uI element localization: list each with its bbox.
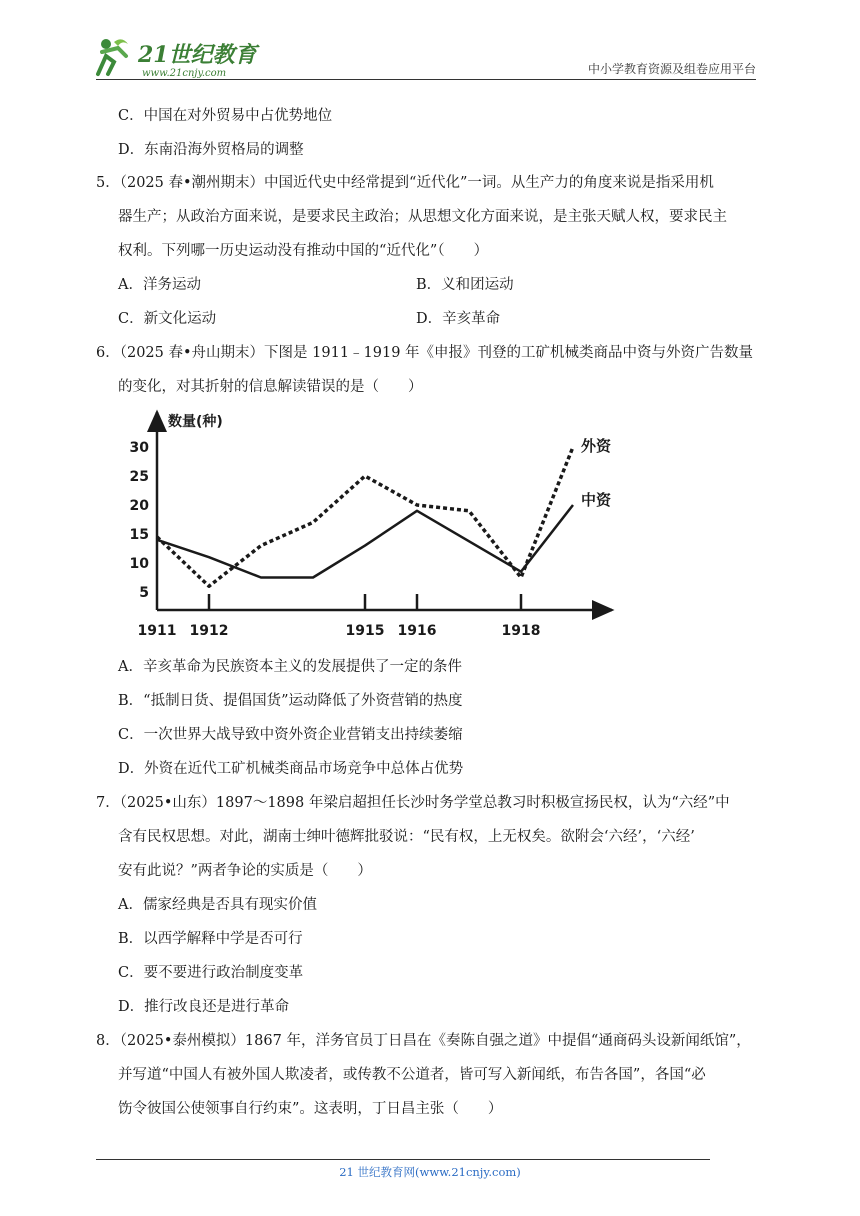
q8-stem-line3: 饬令彼国公使领事自行约束”。这表明，丁日昌主张（ ） bbox=[118, 1101, 503, 1117]
q6-stem-line1: 6．（2025 春•舟山期末）下图是 1911﹣1919 年《申报》刊登的工矿机械类商品中资与外资广告数量 bbox=[96, 345, 754, 361]
q6-option-d: D．外资在近代工矿机械类商品市场竞争中总体占优势 bbox=[118, 761, 464, 777]
logo-text: 21世纪教育 bbox=[138, 42, 257, 68]
q5-option-c: C．新文化运动 bbox=[118, 311, 217, 327]
q6-option-b: B．“抵制日货、提倡国货”运动降低了外资营销的热度 bbox=[118, 693, 463, 709]
footer-divider bbox=[96, 1159, 710, 1160]
series-label: 中资 bbox=[581, 491, 612, 509]
y-tick-label: 25 bbox=[129, 469, 149, 485]
q6-stem-line2: 的变化，对其折射的信息解读错误的是（ ） bbox=[118, 379, 423, 395]
q5-option-b: B．义和团运动 bbox=[416, 277, 514, 293]
footer-site-text: 21 世纪教育网(www.21cnjy.com) bbox=[339, 1165, 521, 1179]
x-tick-label: 1918 bbox=[501, 623, 541, 639]
logo-url: www.21cnjy.com bbox=[142, 68, 227, 79]
q7-stem-line1: 7．（2025•山东）1897～1898 年梁启超担任长沙时务学堂总教习时积极宣扬民权，认为“六经”中 bbox=[96, 795, 730, 811]
q5-stem-line2: 器生产；从政治方面来说，是要求民主政治；从思想文化方面来说，是主张天赋人权，要求民主 bbox=[118, 209, 727, 225]
x-tick-label: 1915 bbox=[345, 623, 385, 639]
y-tick-label: 10 bbox=[129, 556, 149, 572]
q7-option-a: A．儒家经典是否具有现实价值 bbox=[118, 897, 317, 913]
q7-stem-line2: 含有民权思想。对此，湖南士绅叶德辉批驳说：“民有权，上无权矣。欲附会‘六经’，‘六经’ bbox=[118, 829, 695, 845]
x-tick-label: 1916 bbox=[397, 623, 437, 639]
q7-option-d: D．推行改良还是进行革命 bbox=[118, 999, 290, 1015]
q8-stem-line2: 并写道“中国人有被外国人欺凌者，或传教不公道者，皆可写入新闻纸，布告各国”，各国“必 bbox=[118, 1067, 706, 1083]
y-tick-label: 15 bbox=[129, 527, 149, 543]
q7-option-b: B．以西学解释中学是否可行 bbox=[118, 931, 303, 947]
q5-option-a: A．洋务运动 bbox=[118, 277, 201, 293]
site-logo bbox=[92, 34, 262, 80]
q8-stem-line1: 8．（2025•泰州模拟）1867 年，洋务官员丁日昌在《奏陈自强之道》中提倡“通商码头设新闻纸馆”， bbox=[96, 1033, 751, 1049]
x-tick-label: 1912 bbox=[189, 623, 229, 639]
y-tick-label: 5 bbox=[139, 585, 149, 601]
q5-stem-line1: 5．（2025 春•潮州期末）中国近代史中经常提到“近代化”一词。从生产力的角度来说是指采用机 bbox=[96, 175, 714, 191]
y-axis-label: 数量(种) bbox=[168, 414, 223, 430]
x-tick-label: 1911 bbox=[137, 623, 177, 639]
q6-option-a: A．辛亥革命为民族资本主义的发展提供了一定的条件 bbox=[118, 659, 462, 675]
series-line-domestic bbox=[157, 505, 573, 578]
y-tick-label: 30 bbox=[129, 440, 149, 456]
series-label: 外资 bbox=[581, 437, 612, 455]
q6-option-c: C．一次世界大战导致中资外资企业营销支出持续萎缩 bbox=[118, 727, 463, 743]
q4-option-c: C．中国在对外贸易中占优势地位 bbox=[118, 108, 333, 124]
y-tick-label: 20 bbox=[129, 498, 149, 514]
q5-stem-line3: 权利。下列哪一历史运动没有推动中国的“近代化”（ ） bbox=[118, 243, 489, 259]
q7-option-c: C．要不要进行政治制度变革 bbox=[118, 965, 304, 981]
q7-stem-line3: 安有此说？”两者争论的实质是（ ） bbox=[118, 863, 372, 879]
header-divider bbox=[96, 79, 756, 80]
q4-option-d: D．东南沿海外贸格局的调整 bbox=[118, 142, 304, 158]
q5-option-d: D．辛亥革命 bbox=[416, 311, 501, 327]
header-platform-text: 中小学教育资源及组卷应用平台 bbox=[587, 62, 756, 76]
ad-count-line-chart bbox=[118, 402, 618, 644]
